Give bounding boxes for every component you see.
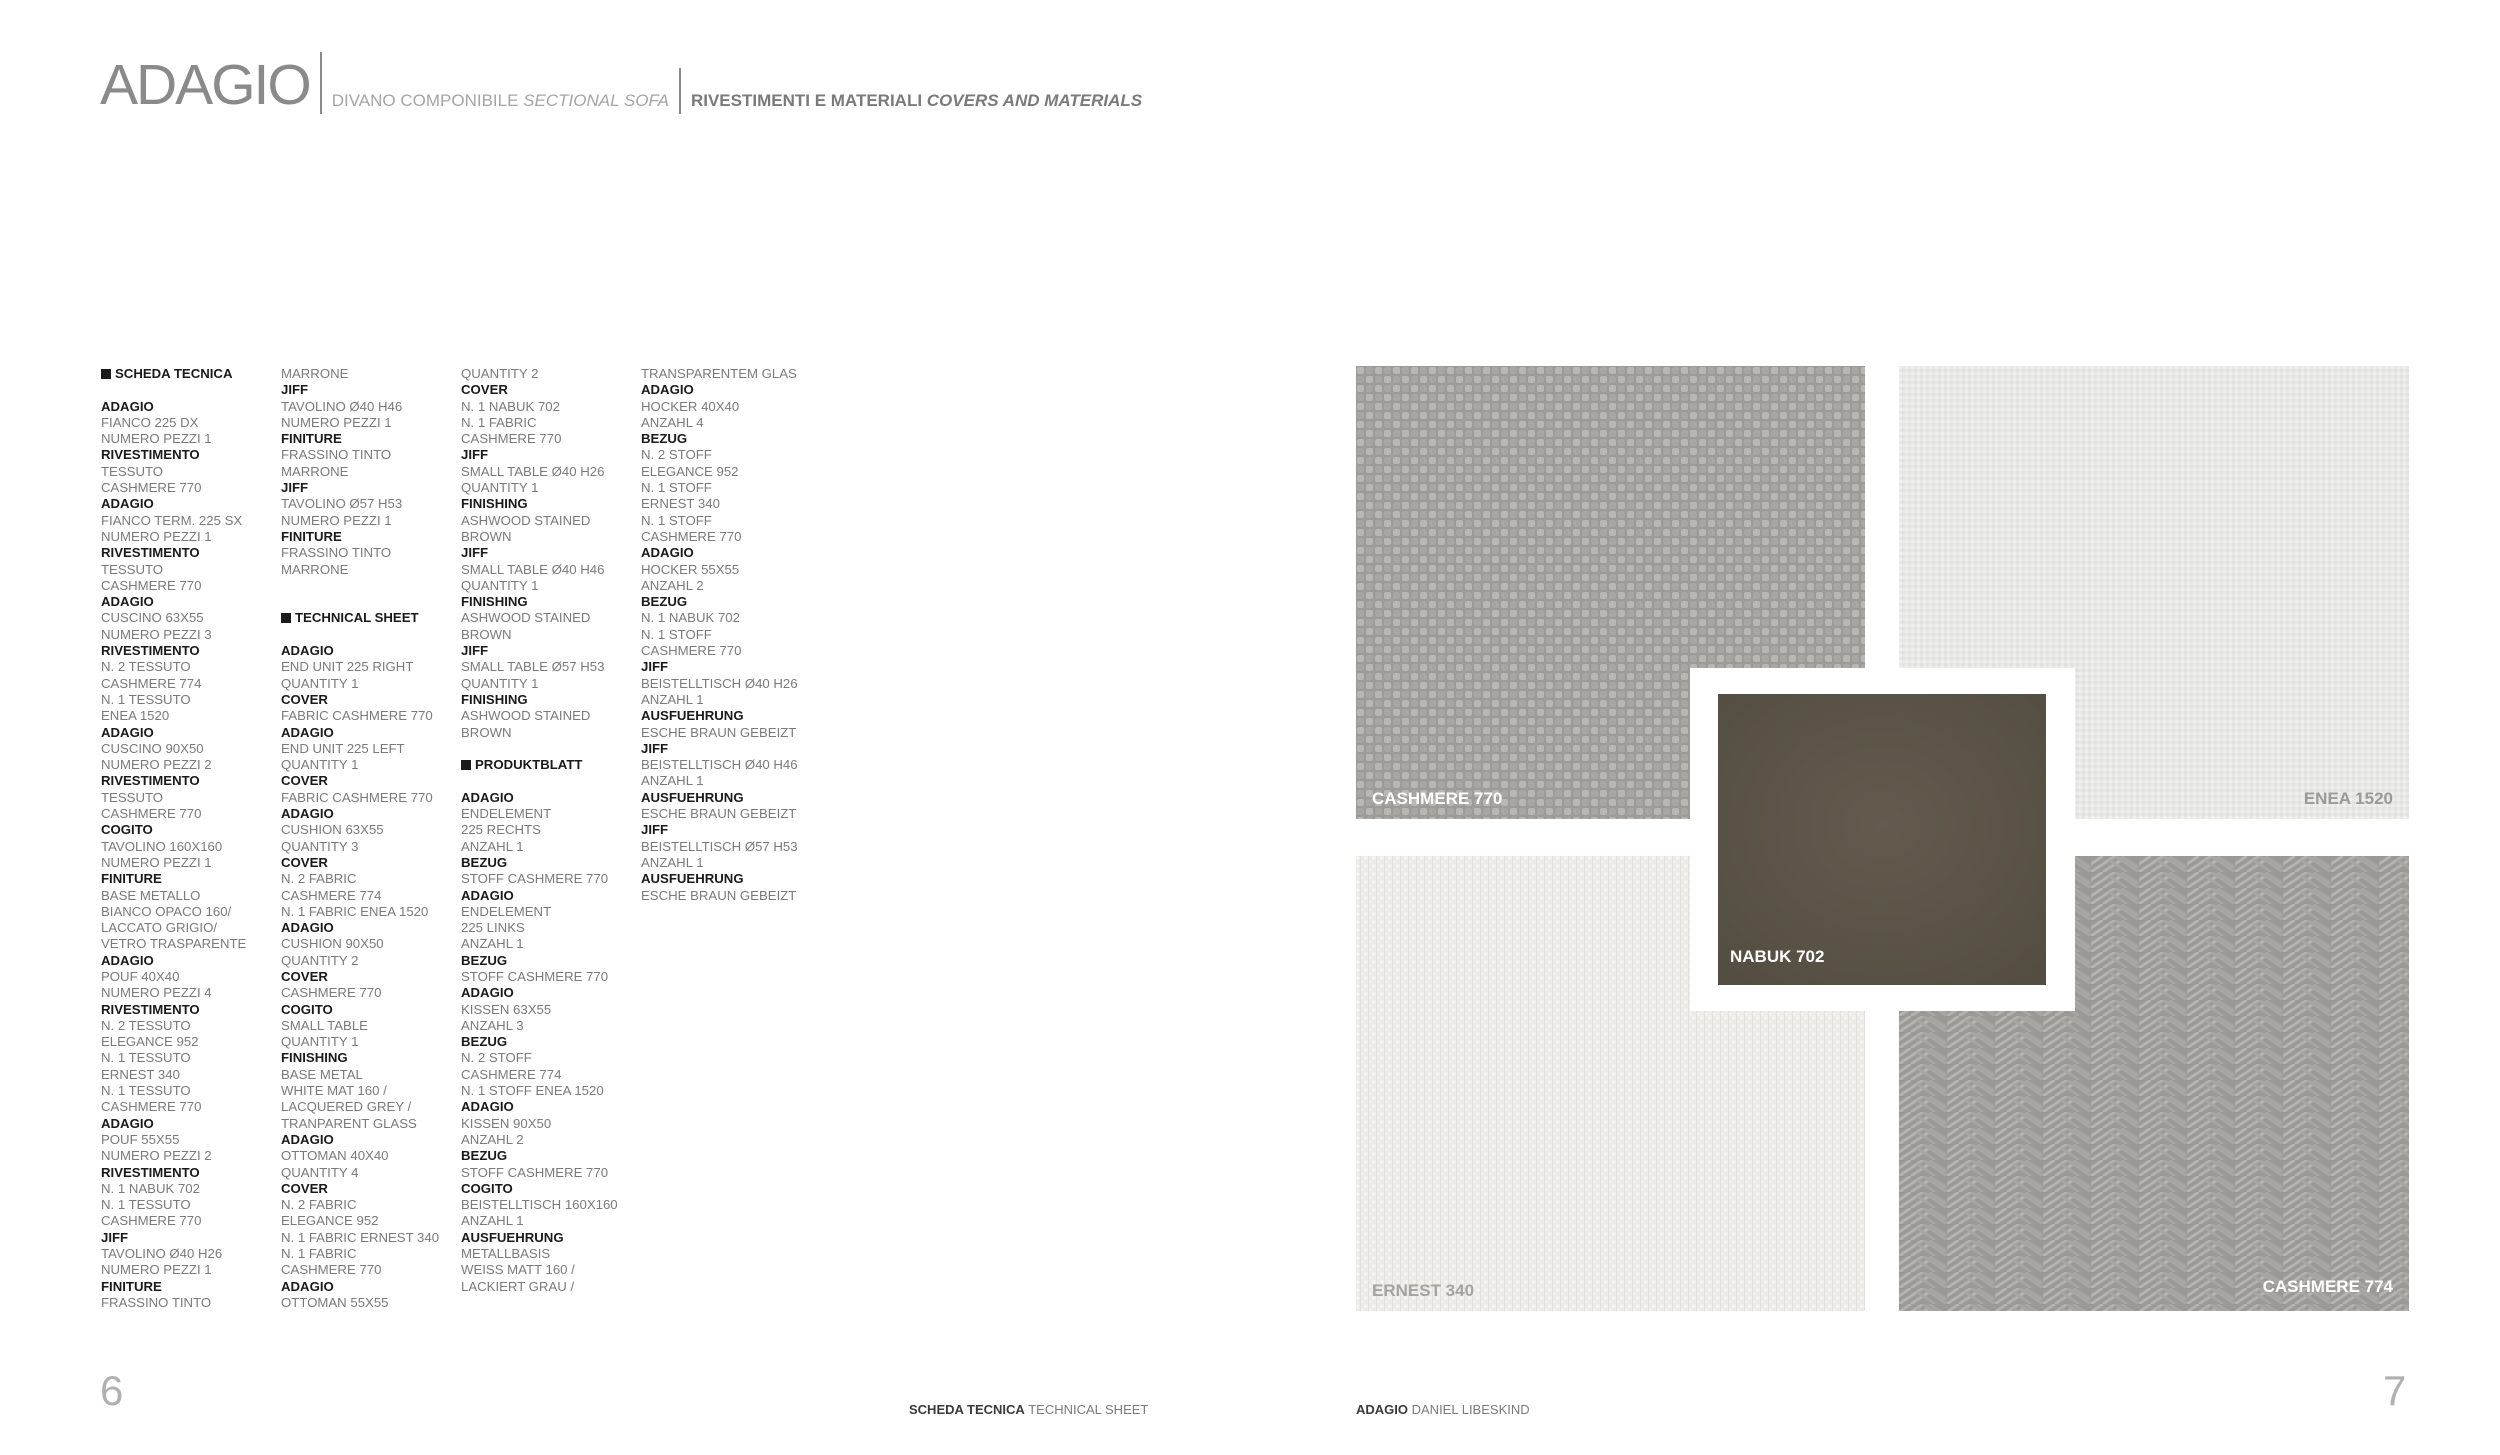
spec-value: POUF 40X40 bbox=[101, 968, 180, 984]
spec-value: STOFF CASHMERE 770 bbox=[461, 968, 609, 984]
spec-value: MARRONE bbox=[281, 561, 349, 577]
spec-label: COGITO bbox=[461, 1180, 513, 1196]
spec-value: MARRONE bbox=[281, 366, 349, 381]
header-subtitle bbox=[332, 92, 669, 114]
spec-value: ESCHE BRAUN GEBEIZT bbox=[641, 806, 797, 822]
spec-value: NUMERO PEZZI 1 bbox=[101, 854, 212, 870]
swatch-nabuk-702 bbox=[1718, 694, 2046, 985]
spec-label: COGITO bbox=[281, 1001, 333, 1017]
spec-value: NUMERO PEZZI 3 bbox=[101, 626, 212, 642]
spec-value: FRASSINO TINTO bbox=[101, 1294, 212, 1310]
spec-value: N. 1 FABRIC bbox=[281, 1246, 357, 1262]
spec-value: ASHWOOD STAINED bbox=[461, 512, 591, 528]
spec-value: TAVOLINO Ø40 H26 bbox=[101, 1246, 223, 1262]
spec-label: JIFF bbox=[461, 643, 489, 659]
spec-value: NUMERO PEZZI 4 bbox=[101, 985, 212, 1001]
spec-label: COGITO bbox=[101, 822, 153, 838]
spec-label: JIFF bbox=[641, 659, 669, 675]
spec-value: BEISTELLTISCH Ø57 H53 bbox=[641, 838, 798, 854]
spec-label: JIFF bbox=[281, 382, 309, 398]
spec-label: FINITURE bbox=[281, 431, 342, 447]
spec-value: BROWN bbox=[461, 626, 512, 642]
spec-value: CASHMERE 770 bbox=[101, 577, 202, 593]
spec-column-2 bbox=[281, 366, 456, 1311]
spec-value: TAVOLINO 160X160 bbox=[101, 838, 223, 854]
spec-value: N. 1 STOFF bbox=[641, 480, 712, 496]
spec-value: N. 1 TESSUTO bbox=[101, 691, 191, 707]
spec-label: RIVESTIMENTO bbox=[101, 447, 200, 463]
spec-label: COVER bbox=[281, 1180, 328, 1196]
spec-value: BROWN bbox=[461, 724, 512, 740]
spec-value: CASHMERE 774 bbox=[101, 675, 202, 691]
spec-label: JIFF bbox=[641, 740, 669, 756]
spec-value: N. 2 TESSUTO bbox=[101, 1017, 191, 1033]
spec-value: SMALL TABLE Ø57 H53 bbox=[461, 659, 605, 675]
footer-right-bold: ADAGIO bbox=[1356, 1402, 1408, 1417]
swatch-label-ernest-340: ERNEST 340 bbox=[1372, 1281, 1475, 1300]
spec-value: TAVOLINO Ø57 H53 bbox=[281, 496, 403, 512]
spec-value: N. 1 STOFF ENEA 1520 bbox=[461, 1083, 604, 1099]
spec-value: TESSUTO bbox=[101, 561, 164, 577]
spec-value: ELEGANCE 952 bbox=[281, 1213, 379, 1229]
spec-label: JIFF bbox=[101, 1229, 129, 1245]
spec-label: COVER bbox=[281, 691, 328, 707]
spec-value: QUANTITY 3 bbox=[281, 838, 359, 854]
page-number-right: 7 bbox=[2383, 1367, 2407, 1414]
spec-value: SMALL TABLE Ø40 H26 bbox=[461, 463, 605, 479]
spec-label: ADAGIO bbox=[281, 724, 334, 740]
spec-label: ADAGIO bbox=[641, 382, 694, 398]
spec-value: BIANCO OPACO 160/ bbox=[101, 903, 232, 919]
spec-label: COVER bbox=[281, 968, 328, 984]
spec-value: ENEA 1520 bbox=[101, 708, 170, 724]
spec-value: POUF 55X55 bbox=[101, 1131, 180, 1147]
spec-value: STOFF CASHMERE 770 bbox=[461, 1164, 609, 1180]
header-divider-2 bbox=[679, 68, 681, 114]
spec-column-1 bbox=[101, 366, 276, 1311]
spec-value: N. 1 NABUK 702 bbox=[461, 398, 560, 414]
spec-label: RIVESTIMENTO bbox=[101, 1164, 200, 1180]
spec-value: QUANTITY 1 bbox=[281, 675, 359, 691]
spec-value: LACCATO GRIGIO/ bbox=[101, 920, 218, 936]
swatch-label-enea-1520: ENEA 1520 bbox=[2303, 789, 2393, 808]
spacer bbox=[281, 627, 456, 643]
spec-value: N. 2 STOFF bbox=[461, 1050, 532, 1066]
section-heading-text: SCHEDA TECNICA bbox=[115, 366, 233, 381]
spec-value: TESSUTO bbox=[101, 789, 164, 805]
spec-value: ANZAHL 3 bbox=[461, 1017, 524, 1033]
spec-value: CASHMERE 770 bbox=[281, 1262, 382, 1278]
spec-value: N. 1 STOFF bbox=[641, 512, 712, 528]
spec-value: N. 1 FABRIC ENEA 1520 bbox=[281, 903, 429, 919]
spec-value: NUMERO PEZZI 1 bbox=[281, 512, 392, 528]
spec-value: ANZAHL 2 bbox=[461, 1131, 524, 1147]
spec-value: CASHMERE 770 bbox=[281, 985, 382, 1001]
spec-value: HOCKER 40X40 bbox=[641, 398, 740, 414]
spec-value: N. 1 STOFF bbox=[641, 626, 712, 642]
spec-value: ERNEST 340 bbox=[641, 496, 720, 512]
spec-value: 225 LINKS bbox=[461, 920, 525, 936]
spec-value: BASE METALLO bbox=[101, 887, 201, 903]
spec-label: AUSFUEHRUNG bbox=[641, 789, 744, 805]
spacer bbox=[461, 773, 636, 789]
spec-value: STOFF CASHMERE 770 bbox=[461, 871, 609, 887]
spec-value: N. 1 TESSUTO bbox=[101, 1197, 191, 1213]
spec-value: ANZAHL 1 bbox=[641, 854, 704, 870]
spec-value: SMALL TABLE bbox=[281, 1017, 368, 1033]
swatch-label-nabuk-702: NABUK 702 bbox=[1730, 947, 1825, 966]
footer-left bbox=[909, 1402, 1148, 1417]
spec-value: ANZAHL 1 bbox=[461, 838, 524, 854]
spec-value: BASE METAL bbox=[281, 1066, 363, 1082]
footer-right-text: DANIEL LIBESKIND bbox=[1411, 1402, 1530, 1417]
spec-value: BEISTELLTISCH Ø40 H46 bbox=[641, 757, 798, 773]
spec-value: BEISTELLTISCH Ø40 H26 bbox=[641, 675, 798, 691]
spacer bbox=[461, 741, 636, 757]
spec-value: TESSUTO bbox=[101, 463, 164, 479]
spec-label: FINISHING bbox=[281, 1050, 348, 1066]
spec-value: N. 2 TESSUTO bbox=[101, 659, 191, 675]
spec-value: ERNEST 340 bbox=[101, 1066, 180, 1082]
spec-label: AUSFUEHRUNG bbox=[641, 708, 744, 724]
page-header bbox=[100, 52, 1143, 117]
spacer bbox=[101, 382, 276, 398]
spec-value: NUMERO PEZZI 1 bbox=[101, 528, 212, 544]
spec-label: ADAGIO bbox=[461, 985, 514, 1001]
spec-value: ASHWOOD STAINED bbox=[461, 708, 591, 724]
spec-label: RIVESTIMENTO bbox=[101, 1001, 200, 1017]
spec-label: ADAGIO bbox=[101, 952, 154, 968]
section-heading bbox=[461, 757, 636, 773]
spec-value: N. 2 FABRIC bbox=[281, 1197, 357, 1213]
spec-value: FIANCO 225 DX bbox=[101, 414, 199, 430]
spec-value: CASHMERE 770 bbox=[101, 480, 202, 496]
spec-label: BEZUG bbox=[461, 854, 508, 870]
spec-value: QUANTITY 1 bbox=[281, 1034, 359, 1050]
spec-value: END UNIT 225 LEFT bbox=[281, 740, 405, 756]
spec-label: RIVESTIMENTO bbox=[101, 545, 200, 561]
spec-label: ADAGIO bbox=[281, 643, 334, 659]
section-heading bbox=[281, 610, 456, 626]
spec-value: ELEGANCE 952 bbox=[101, 1034, 199, 1050]
spec-label: FINISHING bbox=[461, 496, 528, 512]
spec-label: ADAGIO bbox=[101, 594, 154, 610]
spec-label: ADAGIO bbox=[461, 789, 514, 805]
spec-label: BEZUG bbox=[641, 431, 688, 447]
spec-value: CUSCINO 63X55 bbox=[101, 610, 204, 626]
section-heading-text: TECHNICAL SHEET bbox=[295, 610, 419, 626]
spec-value: N. 1 NABUK 702 bbox=[641, 610, 740, 626]
spec-value: N. 1 FABRIC ERNEST 340 bbox=[281, 1229, 440, 1245]
footer-left-bold: SCHEDA TECNICA bbox=[909, 1402, 1025, 1417]
spec-value: FABRIC CASHMERE 770 bbox=[281, 708, 433, 724]
spec-value: CASHMERE 770 bbox=[641, 643, 742, 659]
spec-value: CASHMERE 770 bbox=[101, 1099, 202, 1115]
footer-left-text: TECHNICAL SHEET bbox=[1028, 1402, 1149, 1417]
spec-value: CUSHION 63X55 bbox=[281, 822, 384, 838]
spec-value: N. 1 TESSUTO bbox=[101, 1083, 191, 1099]
spec-label: BEZUG bbox=[461, 1148, 508, 1164]
spec-label: ADAGIO bbox=[101, 496, 154, 512]
spec-value: ESCHE BRAUN GEBEIZT bbox=[641, 887, 797, 903]
subtitle-en: SECTIONAL SOFA bbox=[523, 91, 669, 110]
brand-title: ADAGIO bbox=[100, 53, 310, 117]
spec-value: FRASSINO TINTO bbox=[281, 545, 392, 561]
spec-value: QUANTITY 4 bbox=[281, 1164, 359, 1180]
spec-value: END UNIT 225 RIGHT bbox=[281, 659, 414, 675]
spec-value: CASHMERE 770 bbox=[101, 1213, 202, 1229]
spec-value: ANZAHL 1 bbox=[641, 773, 704, 789]
spec-label: ADAGIO bbox=[461, 1099, 514, 1115]
spec-value: WHITE MAT 160 / bbox=[281, 1083, 387, 1099]
spec-value: 225 RECHTS bbox=[461, 822, 541, 838]
spec-value: FRASSINO TINTO bbox=[281, 447, 392, 463]
spec-label: ADAGIO bbox=[281, 1131, 334, 1147]
spec-value: CUSHION 90X50 bbox=[281, 936, 384, 952]
spec-value: KISSEN 63X55 bbox=[461, 1001, 552, 1017]
materials-it: RIVESTIMENTI E MATERIALI bbox=[690, 91, 923, 110]
header-divider bbox=[320, 52, 322, 114]
spec-label: COVER bbox=[281, 773, 328, 789]
spec-value: CASHMERE 774 bbox=[461, 1066, 562, 1082]
spec-value: METALLBASIS bbox=[461, 1246, 551, 1262]
spec-label: ADAGIO bbox=[281, 920, 334, 936]
spec-value: ANZAHL 1 bbox=[461, 936, 524, 952]
spec-value: BROWN bbox=[461, 528, 512, 544]
spec-value: VETRO TRASPARENTE bbox=[101, 936, 247, 952]
spec-value: KISSEN 90X50 bbox=[461, 1115, 552, 1131]
spec-value: CASHMERE 770 bbox=[101, 806, 202, 822]
spec-label: ADAGIO bbox=[101, 398, 154, 414]
spec-value: ANZAHL 4 bbox=[641, 414, 704, 430]
spec-label: FINITURE bbox=[101, 1278, 162, 1294]
spec-value: N. 2 STOFF bbox=[641, 447, 712, 463]
spec-value: OTTOMAN 40X40 bbox=[281, 1148, 389, 1164]
spec-value: NUMERO PEZZI 2 bbox=[101, 757, 212, 773]
footer-right bbox=[1356, 1402, 1530, 1417]
swatch-label-cashmere-774: CASHMERE 774 bbox=[2262, 1277, 2393, 1296]
spec-value: QUANTITY 1 bbox=[461, 577, 539, 593]
spec-value: ANZAHL 1 bbox=[641, 691, 704, 707]
spec-value: ENDELEMENT bbox=[461, 903, 552, 919]
spec-value: ANZAHL 1 bbox=[461, 1213, 524, 1229]
spec-value: ENDELEMENT bbox=[461, 806, 552, 822]
spec-value: ELEGANCE 952 bbox=[641, 463, 739, 479]
spec-label: FINITURE bbox=[101, 871, 162, 887]
spec-label: BEZUG bbox=[641, 594, 688, 610]
square-bullet-icon bbox=[101, 369, 111, 379]
spec-value: CUSCINO 90X50 bbox=[101, 740, 204, 756]
spec-value: FABRIC CASHMERE 770 bbox=[281, 789, 433, 805]
spec-value: QUANTITY 1 bbox=[461, 480, 539, 496]
spec-label: FINISHING bbox=[461, 691, 528, 707]
square-bullet-icon bbox=[281, 613, 291, 623]
spec-label: FINITURE bbox=[281, 528, 342, 544]
spec-value: N. 1 NABUK 702 bbox=[101, 1180, 200, 1196]
spec-value: BEISTELLTISCH 160X160 bbox=[461, 1197, 618, 1213]
section-heading bbox=[101, 366, 276, 382]
square-bullet-icon bbox=[461, 760, 471, 770]
spec-value: CASHMERE 770 bbox=[641, 528, 742, 544]
spec-label: ADAGIO bbox=[101, 1115, 154, 1131]
spec-value: ANZAHL 2 bbox=[641, 577, 704, 593]
spec-label: JIFF bbox=[461, 447, 489, 463]
spacer bbox=[281, 594, 456, 610]
section-heading-text: PRODUKTBLATT bbox=[475, 757, 583, 773]
subtitle-it: DIVANO COMPONIBILE bbox=[331, 91, 519, 110]
spec-value: CASHMERE 770 bbox=[461, 431, 562, 447]
spec-value: TAVOLINO Ø40 H46 bbox=[281, 398, 403, 414]
page-number-left: 6 bbox=[100, 1367, 124, 1414]
spec-value: HOCKER 55X55 bbox=[641, 561, 740, 577]
spec-label: ADAGIO bbox=[101, 724, 154, 740]
spec-label: JIFF bbox=[461, 545, 489, 561]
spec-value: N. 1 FABRIC bbox=[461, 414, 537, 430]
spec-value: LACQUERED GREY / bbox=[281, 1099, 412, 1115]
spec-value: OTTOMAN 55X55 bbox=[281, 1294, 389, 1310]
spec-value: MARRONE bbox=[281, 463, 349, 479]
materials-en: COVERS AND MATERIALS bbox=[926, 91, 1143, 110]
spec-value: ASHWOOD STAINED bbox=[461, 610, 591, 626]
spec-value: FIANCO TERM. 225 SX bbox=[101, 512, 243, 528]
spec-column-4 bbox=[641, 366, 816, 904]
spec-label: JIFF bbox=[641, 822, 669, 838]
spec-value: TRANPARENT GLASS bbox=[281, 1115, 417, 1131]
spec-value: WEISS MATT 160 / bbox=[461, 1262, 575, 1278]
spec-label: ADAGIO bbox=[461, 887, 514, 903]
spec-value: ESCHE BRAUN GEBEIZT bbox=[641, 724, 797, 740]
spec-label: JIFF bbox=[281, 480, 309, 496]
spec-value: TRANSPARENTEM GLAS bbox=[641, 366, 797, 381]
spec-label: ADAGIO bbox=[281, 806, 334, 822]
spec-value: CASHMERE 774 bbox=[281, 887, 382, 903]
spec-value: NUMERO PEZZI 1 bbox=[281, 414, 392, 430]
header-materials bbox=[691, 92, 1142, 114]
spacer bbox=[281, 578, 456, 594]
spec-value: N. 1 TESSUTO bbox=[101, 1050, 191, 1066]
spec-column-3 bbox=[461, 366, 636, 1295]
spec-label: COVER bbox=[281, 854, 328, 870]
spec-value: QUANTITY 1 bbox=[281, 757, 359, 773]
spec-label: AUSFUEHRUNG bbox=[641, 871, 744, 887]
spec-label: COVER bbox=[461, 382, 508, 398]
spec-label: AUSFUEHRUNG bbox=[461, 1229, 564, 1245]
spec-label: BEZUG bbox=[461, 952, 508, 968]
spec-label: RIVESTIMENTO bbox=[101, 773, 200, 789]
spec-value: NUMERO PEZZI 2 bbox=[101, 1148, 212, 1164]
spec-label: FINISHING bbox=[461, 594, 528, 610]
swatch-label-cashmere-770: CASHMERE 770 bbox=[1372, 789, 1503, 808]
spec-value: QUANTITY 2 bbox=[281, 952, 359, 968]
spec-value: N. 2 FABRIC bbox=[281, 871, 357, 887]
spec-value: LACKIERT GRAU / bbox=[461, 1278, 575, 1294]
spec-value: NUMERO PEZZI 1 bbox=[101, 431, 212, 447]
spec-label: RIVESTIMENTO bbox=[101, 643, 200, 659]
spec-value: QUANTITY 2 bbox=[461, 366, 539, 381]
spec-label: BEZUG bbox=[461, 1034, 508, 1050]
spec-value: QUANTITY 1 bbox=[461, 675, 539, 691]
spec-label: ADAGIO bbox=[641, 545, 694, 561]
spec-value: SMALL TABLE Ø40 H46 bbox=[461, 561, 605, 577]
spec-value: NUMERO PEZZI 1 bbox=[101, 1262, 212, 1278]
spec-label: ADAGIO bbox=[281, 1278, 334, 1294]
